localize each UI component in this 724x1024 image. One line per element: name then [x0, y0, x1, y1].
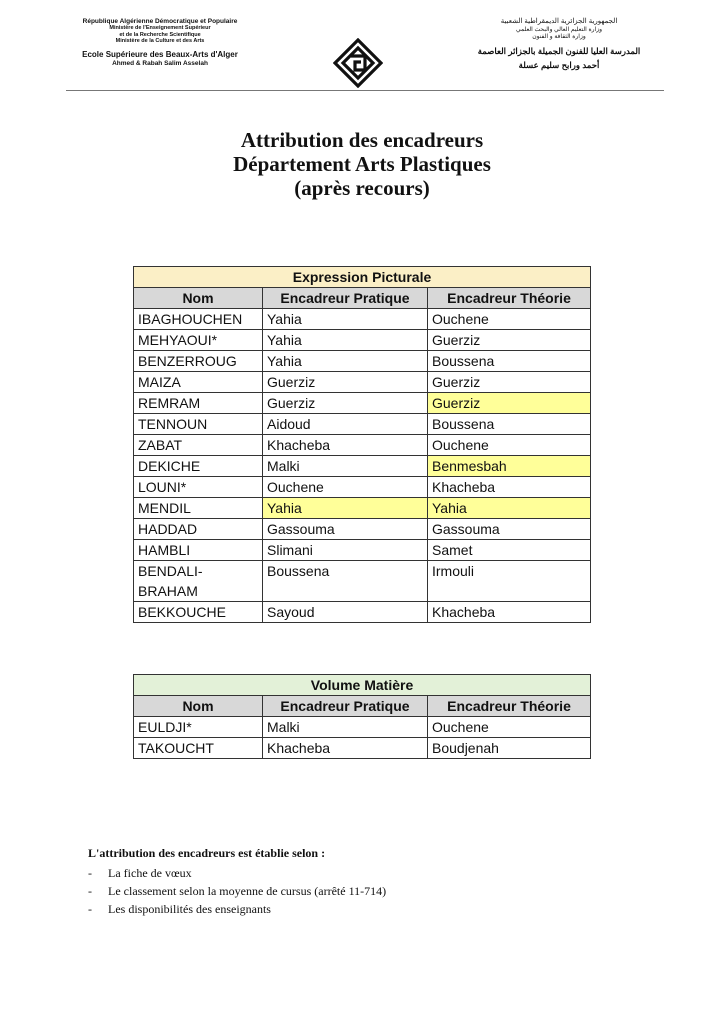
cell-theorie: Guerziz [428, 372, 591, 393]
header-ministry-higher-ed: Ministère de l'Enseignement Supérieur [109, 25, 211, 32]
table-caption: Expression Picturale [134, 267, 591, 288]
cell-theorie: Khacheba [428, 477, 591, 498]
note-intro: L'attribution des encadreurs est établie selon : [88, 846, 326, 860]
cell-pratique: Ouchene [263, 477, 428, 498]
cell-nom: REMRAM [134, 393, 263, 414]
cell-theorie-highlighted: Guerziz [428, 393, 591, 414]
column-header-nom: Nom [134, 696, 263, 717]
school-logo [333, 38, 383, 88]
cell-pratique: Malki [263, 456, 428, 477]
cell-nom: MAIZA [134, 372, 263, 393]
column-header-nom: Nom [134, 288, 263, 309]
criteria-note [88, 846, 386, 918]
cell-pratique: Khacheba [263, 738, 428, 759]
cell-pratique: Gassouma [263, 519, 428, 540]
cell-theorie-highlighted: Benmesbah [428, 456, 591, 477]
cell-nom: HADDAD [134, 519, 263, 540]
cell-pratique: Sayoud [263, 602, 428, 623]
column-header-theorie: Encadreur Théorie [428, 288, 591, 309]
header-ministry-ar: وزارة التعليم العالي والبحث العلمي [515, 26, 603, 33]
cell-pratique: Yahia [263, 351, 428, 372]
cell-theorie: Gassouma [428, 519, 591, 540]
title-line-3: (après recours) [294, 176, 430, 200]
header-school-names-ar: أحمد ورابح سليم عسلة [518, 60, 600, 71]
cell-theorie: Samet [428, 540, 591, 561]
list-item: - Les disponibilités des enseignants [88, 900, 386, 918]
cell-nom: BENDALI-BRAHAM [134, 561, 263, 602]
cell-pratique: Slimani [263, 540, 428, 561]
header-republic: République Algérienne Démocratique et Populaire [82, 18, 238, 25]
cell-theorie: Boussena [428, 351, 591, 372]
cell-nom: ZABAT [134, 435, 263, 456]
table-row [134, 456, 591, 477]
cell-theorie: Ouchene [428, 717, 591, 738]
cell-theorie: Boudjenah [428, 738, 591, 759]
table-row [134, 561, 591, 602]
column-header-theorie: Encadreur Théorie [428, 696, 591, 717]
cell-theorie: Guerziz [428, 330, 591, 351]
header-divider [66, 90, 664, 91]
title-line-1: Attribution des encadreurs [240, 128, 484, 152]
volume-matiere-table [133, 674, 591, 759]
cell-nom: MEHYAOUI* [134, 330, 263, 351]
table-row [134, 351, 591, 372]
table-row [134, 435, 591, 456]
cell-pratique: Boussena [263, 561, 428, 602]
list-item: - Le classement selon la moyenne de cursus (arrêté 11-714) [88, 882, 386, 900]
table-row [134, 330, 591, 351]
table-row [134, 717, 591, 738]
cell-theorie: Ouchene [428, 309, 591, 330]
cell-nom: BEKKOUCHE [134, 602, 263, 623]
cell-nom: LOUNI* [134, 477, 263, 498]
cell-pratique: Malki [263, 717, 428, 738]
table-row [134, 519, 591, 540]
cell-nom: HAMBLI [134, 540, 263, 561]
cell-theorie: Boussena [428, 414, 591, 435]
criteria-list [88, 864, 386, 918]
cell-nom: BENZERROUG [134, 351, 263, 372]
cell-theorie: Irmouli [428, 561, 591, 602]
header-ministry-research: et de la Recherche Scientifique [119, 31, 201, 38]
cell-theorie-highlighted: Yahia [428, 498, 591, 519]
header-school-name: Ecole Supérieure des Beaux-Arts d'Alger [82, 50, 238, 60]
cell-theorie: Khacheba [428, 602, 591, 623]
column-header-pratique: Encadreur Pratique [263, 696, 428, 717]
cell-theorie: Ouchene [428, 435, 591, 456]
table-row [134, 414, 591, 435]
table-row [134, 738, 591, 759]
table-caption: Volume Matière [134, 675, 591, 696]
cell-pratique: Aidoud [263, 414, 428, 435]
cell-nom: EULDJI* [134, 717, 263, 738]
header-culture-ar: وزارة الثقافة و الفنون [532, 34, 586, 41]
cell-pratique-highlighted: Yahia [263, 498, 428, 519]
table-row [134, 372, 591, 393]
cell-nom: IBAGHOUCHEN [134, 309, 263, 330]
cell-pratique: Guerziz [263, 393, 428, 414]
list-item: - La fiche de vœux [88, 864, 386, 882]
cell-nom: DEKICHE [134, 456, 263, 477]
title-line-2: Département Arts Plastiques [233, 152, 491, 176]
page-title [0, 128, 724, 200]
cell-nom: TENNOUN [134, 414, 263, 435]
column-header-pratique: Encadreur Pratique [263, 288, 428, 309]
table-row [134, 477, 591, 498]
cell-nom: TAKOUCHT [134, 738, 263, 759]
header-left [60, 18, 260, 67]
cell-pratique: Guerziz [263, 372, 428, 393]
header-ministry-culture: Ministère de la Culture et des Arts [115, 38, 205, 45]
cell-pratique: Khacheba [263, 435, 428, 456]
header-right [454, 18, 664, 71]
table-row [134, 498, 591, 519]
header-republic-ar: الجمهورية الجزائرية الديمقراطية الشعبية [500, 18, 618, 25]
expression-picturale-table [133, 266, 591, 623]
cell-pratique: Yahia [263, 330, 428, 351]
header-school-names: Ahmed & Rabah Salim Asselah [112, 59, 208, 67]
table-row [134, 540, 591, 561]
header-school-name-ar: المدرسة العليا للفنون الجميلة بالجزائر العاصمة [477, 45, 641, 56]
table-row [134, 309, 591, 330]
table-row [134, 602, 591, 623]
table-row [134, 393, 591, 414]
cell-pratique: Yahia [263, 309, 428, 330]
cell-nom: MENDIL [134, 498, 263, 519]
